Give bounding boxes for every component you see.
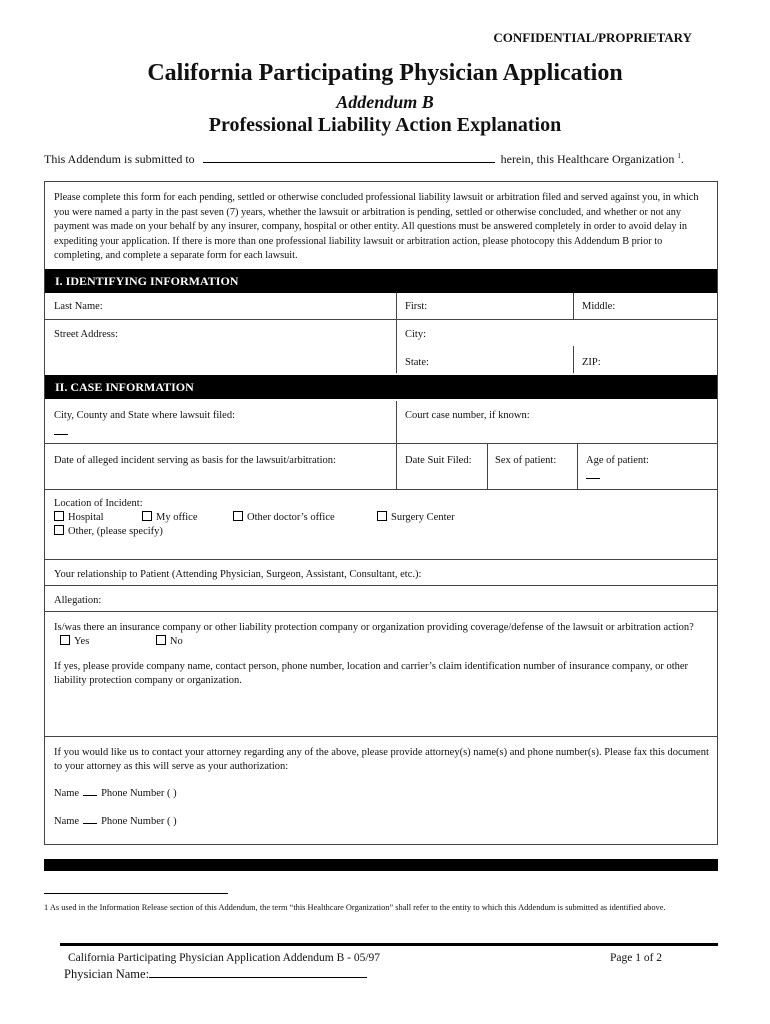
attorney-row-2[interactable]: Name Phone Number ( ) [54, 816, 177, 827]
city-county-blank[interactable] [54, 426, 68, 438]
allegation-label[interactable]: Allegation: [54, 595, 102, 606]
other-doctor-checkbox[interactable] [233, 511, 243, 521]
first-name-label[interactable]: First: [405, 301, 428, 312]
zip-label[interactable]: ZIP: [582, 357, 601, 368]
confidential-label: CONFIDENTIAL/PROPRIETARY [493, 30, 692, 45]
my-office-checkbox[interactable] [142, 511, 152, 521]
submitted-to-field[interactable] [203, 152, 495, 163]
last-name-label[interactable]: Last Name: [54, 301, 103, 312]
footnote-ref: 1 [677, 152, 681, 160]
submitted-end: . [680, 152, 684, 166]
location-hospital[interactable]: Hospital [54, 511, 104, 523]
age-blank[interactable] [586, 470, 600, 482]
location-my-office[interactable]: My office [142, 511, 198, 523]
hospital-checkbox[interactable] [54, 511, 64, 521]
location-other-doctor[interactable]: Other doctor’s office [233, 511, 335, 523]
surgery-center-checkbox[interactable] [377, 511, 387, 521]
physician-name-line[interactable]: Physician Name: [64, 967, 367, 982]
sex-of-patient-label[interactable]: Sex of patient: [495, 455, 557, 466]
court-case-label[interactable]: Court case number, if known: [405, 410, 530, 421]
city-county-state-label[interactable]: City, County and State where lawsuit filed: [54, 410, 235, 421]
relationship-label[interactable]: Your relationship to Patient (Attending Physician, Surgeon, Assistant, Consultant, etc.): [54, 569, 422, 580]
other-location-checkbox[interactable] [54, 525, 64, 535]
city-label[interactable]: City: [405, 329, 427, 340]
form-bottom-bar [44, 859, 718, 871]
state-label[interactable]: State: [405, 357, 429, 368]
attorney-row-1[interactable]: Name Phone Number ( ) [54, 788, 177, 799]
date-suit-filed-label[interactable]: Date Suit Filed: [405, 455, 472, 466]
no-checkbox[interactable] [156, 635, 166, 645]
middle-name-label[interactable]: Middle: [582, 301, 616, 312]
location-surgery-center[interactable]: Surgery Center [377, 511, 455, 523]
document-subtitle: Addendum B [336, 92, 434, 112]
attorney-instructions: If you would like us to contact your attorney regarding any of the above, please provide attorney(s) name(s) and phone number(s). Please fax this document to your attorney as this will serve as your authorization: [54, 747, 709, 772]
section-identifying-header: I. IDENTIFYING INFORMATION [45, 269, 717, 293]
street-address-label[interactable]: Street Address: [54, 329, 118, 340]
form-box [44, 181, 718, 845]
if-yes-instructions[interactable]: If yes, please provide company name, contact person, phone number, location and carrier’s claim identification number of insurance company, or other liability protection company or organization. [54, 661, 689, 686]
footnote-divider [44, 893, 228, 894]
footnote-text: 1 As used in the Information Release section of this Addendum, the term “this Healthcare Organization” shall refer to the entity to which this Addendum is submitted as identified above. [44, 903, 666, 912]
location-label: Location of Incident: [54, 498, 143, 509]
intro-text: Please complete this form for each pending, settled or otherwise concluded professional liability lawsuit or arbitration filed and served against you, in which you were named a party in the past seven (7) years, whether the lawsuit or arbitration is pending, settled or otherwise concluded, and whether or not any payment was made on your behalf by any insurer, company, hospital or other entity. All questions must be answered completely in order to avoid delay in expediting your application. If there is more than one professional liability lawsuit or arbitration action, please photocopy this Addendum B prior to completing, and complete a separate form for each lawsuit. [54, 192, 699, 261]
submitted-prefix: This Addendum is submitted to [44, 152, 195, 166]
document-heading: Professional Liability Action Explanation [208, 114, 562, 136]
submitted-to-line [44, 152, 734, 167]
yes-label: Yes [74, 636, 90, 647]
footer-rule [60, 943, 718, 946]
date-incident-label[interactable]: Date of alleged incident serving as basis for the lawsuit/arbitration: [54, 455, 336, 466]
footer-doc-id: California Participating Physician Application Addendum B - 05/97 [68, 952, 381, 964]
location-other[interactable]: Other, (please specify) [54, 525, 163, 537]
age-of-patient-label[interactable]: Age of patient: [586, 455, 649, 466]
yes-checkbox[interactable] [60, 635, 70, 645]
no-label: No [169, 636, 183, 647]
document-title: California Participating Physician Application [147, 60, 623, 86]
submitted-suffix: herein, this Healthcare Organization [500, 152, 675, 166]
insurance-question: Is/was there an insurance company or other liability protection company or organization providing coverage/defense of the lawsuit or arbitration action? Yes No [54, 622, 694, 647]
page-number: Page 1 of 2 [610, 952, 663, 964]
section-case-header: II. CASE INFORMATION [45, 375, 717, 399]
